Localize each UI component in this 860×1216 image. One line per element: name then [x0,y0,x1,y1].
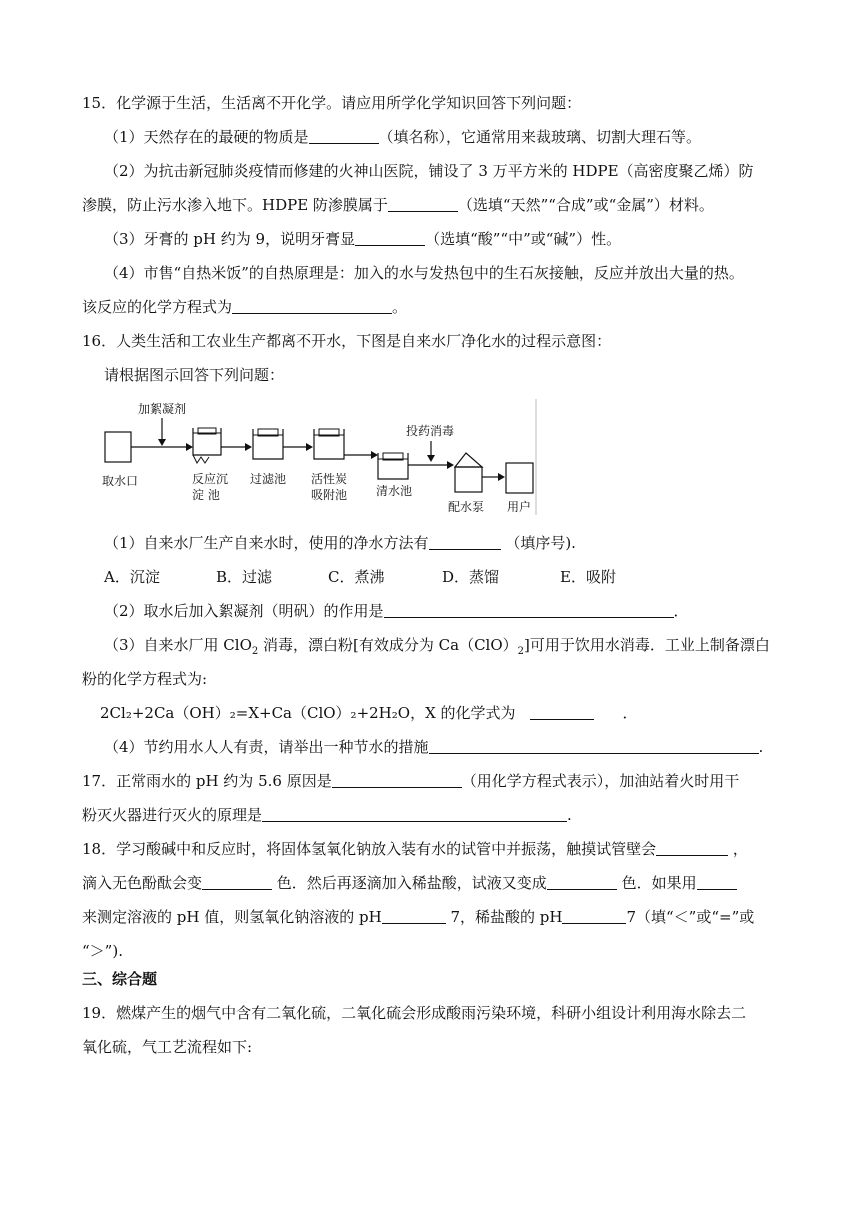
q15-part4-cont: 该反应的化学方程式为 。 [82,298,408,316]
filter-label: 过滤池 [250,472,287,486]
q18-line3: 来测定溶液的 pH 值，则氢氧化钠溶液的 pH 7，稀盐酸的 pH 7（填“＜”或“=”或 [82,908,755,926]
intake-label: 取水口 [102,474,139,488]
answer-blank[interactable] [382,908,446,924]
q15-part4: （4）市售“自热米饭”的自热原理是：加入的水与发热包中的生石灰接触，反应并放出大量的热。 [104,264,744,282]
disinfect-label: 投药消毒 [406,424,455,438]
q19-line2: 氧化硫，气工艺流程如下: [82,1038,253,1056]
answer-blank[interactable] [530,704,594,720]
option-b: B．过滤 [216,568,273,586]
answer-blank[interactable] [202,874,272,890]
q16-options [104,567,790,587]
answer-blank[interactable] [547,874,617,890]
q15-part2: （2）为抗击新冠肺炎疫情而修建的火神山医院，铺设了 3 万平方米的 HDPE（高密度聚乙烯）防 [104,162,754,180]
q16-part3-cont: 粉的化学方程式为: [82,670,208,688]
answer-blank[interactable] [232,298,392,314]
section-heading: 三、综合题 [82,970,158,988]
sedimentation-tank [193,428,221,455]
carbon-label-2: 吸附池 [311,488,348,502]
q15-part1: （1）天然存在的最硬的物质是 （填名称），它通常用来裁玻璃、切割大理石等。 [104,128,702,146]
answer-blank[interactable] [332,772,462,788]
option-c: C．煮沸 [328,568,385,586]
q16-sub: 请根据图示回答下列问题： [104,366,285,384]
q16-stem: 16．人类生活和工农业生产都离不开水，下图是自来水厂净化水的过程示意图： [82,332,612,350]
q16-part1: （1）自来水厂生产自来水时，使用的净水方法有 （填序号). [104,534,576,552]
q16-part2: （2）取水后加入絮凝剂（明矾）的作用是 ． [104,602,689,620]
q19-line1: 19．燃煤产生的烟气中含有二氧化硫，二氧化硫会形成酸雨污染环境，科研小组设计利用海水除去二 [82,1004,747,1022]
carbon-label-1: 活性炭 [311,472,348,486]
option-a: A．沉淀 [104,568,160,586]
answer-blank[interactable] [562,908,626,924]
user-label: 用户 [507,500,532,514]
q17-line1: 17．正常雨水的 pH 约为 5.6 原因是 （用化学方程式表示），加油站着火时用干 [82,772,740,790]
option-e: E．吸附 [560,568,616,586]
q18-line2: 滴入无色酚酞会变 色．然后再逐滴加入稀盐酸，试液又变成 色．如果用 [82,873,790,893]
answer-blank[interactable] [309,128,379,144]
q15-stem: 15．化学源于生活，生活离不开化学。请应用所学化学知识回答下列问题： [82,94,582,112]
q17-line2: 粉灭火器进行灭火的原理是 . [82,806,572,824]
sedimentation-label-2: 淀 池 [192,488,220,502]
q15-part3: （3）牙膏的 pH 约为 9，说明牙膏显 （选填“酸”“中”或“碱”）性。 [104,230,622,248]
pump-label: 配水泵 [448,500,485,514]
answer-blank[interactable] [262,806,567,822]
clear-water-label: 清水池 [376,484,413,498]
sedimentation-label-1: 反应沉 [192,472,229,486]
intake-box [105,432,131,462]
q16-part3: （3）自来水厂用 ClO$_2$ 消毒，漂白粉[有效成分为 $Ca(ClO)_2$]可用于饮用水消毒．工业上制备漂白 [104,636,770,657]
answer-blank[interactable] [429,738,759,754]
answer-blank[interactable] [429,534,501,550]
answer-blank[interactable] [384,602,674,618]
answer-blank[interactable] [697,874,737,890]
q18-line1: 18．学习酸碱中和反应时，将固体氢氧化钠放入装有水的试管中并振荡，触摸试管壁会 ， [82,840,748,858]
q16-equation: 2Cl₂+2Ca（OH）₂=X+Ca（ClO）₂+2H₂O，X 的化学式为 ． [100,704,638,722]
coagulant-label: 加絮凝剂 [138,402,187,416]
q18-line4: “＞”). [82,942,123,960]
answer-blank[interactable] [388,196,458,212]
q16-part4: （4）节约用水人人有责，请举出一种节水的措施 . [104,738,764,756]
answer-blank[interactable] [355,230,425,246]
pump-box [455,467,482,492]
q15-part2-cont: 渗膜，防止污水渗入地下。HDPE 防渗膜属于 （选填“天然”“合成”或“金属”）材料。 [82,196,714,214]
answer-blank[interactable] [656,840,728,856]
water-treatment-diagram [100,395,540,517]
option-d: D．蒸馏 [442,568,500,586]
user-box [506,463,533,493]
